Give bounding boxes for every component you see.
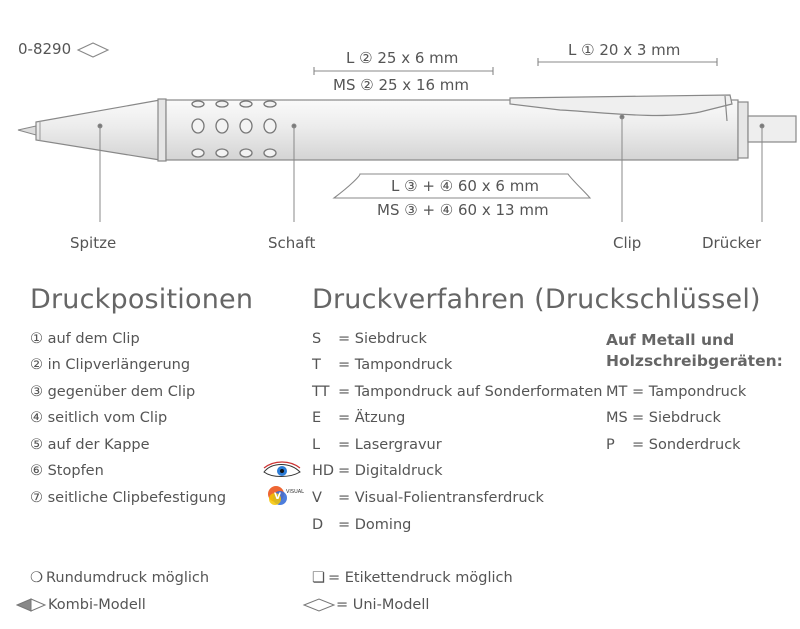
legend-uni: = Uni-Modell [302, 597, 429, 613]
dim-clip-extension-ms: MS ② 25 x 16 mm [333, 76, 470, 94]
visual-transfer-icon [266, 484, 306, 514]
methods-title: Druckverfahren (Druckschlüssel) [312, 284, 761, 315]
label-schaft: Schaft [268, 234, 316, 252]
metal-item: P = Sonderdruck [606, 437, 741, 453]
method-item: HD = Digitaldruck [312, 463, 443, 479]
uni-model-icon [302, 598, 336, 612]
method-item: L = Lasergravur [312, 437, 442, 453]
legend-rundum: ❍ Rundumdruck möglich [30, 570, 210, 586]
position-item: ⑤ auf der Kappe [30, 437, 150, 453]
svg-text:V: V [274, 492, 281, 502]
metal-title-line1: Auf Metall und [606, 331, 735, 349]
label-spitze: Spitze [70, 234, 117, 252]
method-item: E = Ätzung [312, 410, 406, 426]
position-item: ⑦ seitliche Clipbefestigung [30, 490, 227, 506]
position-item: ① auf dem Clip [30, 331, 140, 347]
position-item: ⑥ Stopfen [30, 463, 104, 479]
uni-model-icon [78, 43, 108, 57]
method-item: V = Visual-Folientransferdruck [312, 490, 544, 506]
dim-opposite-l: L ③ + ④ 60 x 6 mm [391, 177, 539, 195]
method-item: TT = Tampondruck auf Sonderformaten [312, 384, 603, 400]
dim-clip-l: L ① 20 x 3 mm [568, 41, 681, 59]
metal-item: MS = Siebdruck [606, 410, 721, 426]
label-druecker: Drücker [702, 234, 762, 252]
position-item: ④ seitlich vom Clip [30, 410, 168, 426]
positions-title: Druckpositionen [30, 284, 254, 315]
svg-text:VISUAL: VISUAL [286, 489, 304, 495]
method-item: T = Tampondruck [312, 357, 453, 373]
method-item: D = Doming [312, 517, 412, 533]
metal-item: MT = Tampondruck [606, 384, 747, 400]
circle-outline-icon: ❍ [30, 570, 43, 586]
dim-opposite-ms: MS ③ + ④ 60 x 13 mm [377, 201, 549, 219]
dim-clip-extension-l: L ② 25 x 6 mm [346, 49, 459, 67]
pen-illustration [0, 0, 800, 260]
method-item: S = Siebdruck [312, 331, 427, 347]
legend-kombi: Kombi-Modell [16, 597, 146, 613]
article-number: 0-8290 [18, 40, 72, 58]
position-item: ③ gegenüber dem Clip [30, 384, 196, 400]
label-box-icon: ❏ [312, 570, 325, 586]
kombi-model-icon [16, 598, 48, 612]
pen-tip [18, 126, 36, 135]
metal-title-line2: Holzschreibgeräten: [606, 352, 783, 370]
label-clip: Clip [613, 234, 642, 252]
position-item: ② in Clipverlängerung [30, 357, 191, 373]
pen-cone [36, 100, 160, 160]
pen-pusher [748, 116, 796, 142]
legend-etikett: ❏ = Etikettendruck möglich [312, 570, 513, 586]
